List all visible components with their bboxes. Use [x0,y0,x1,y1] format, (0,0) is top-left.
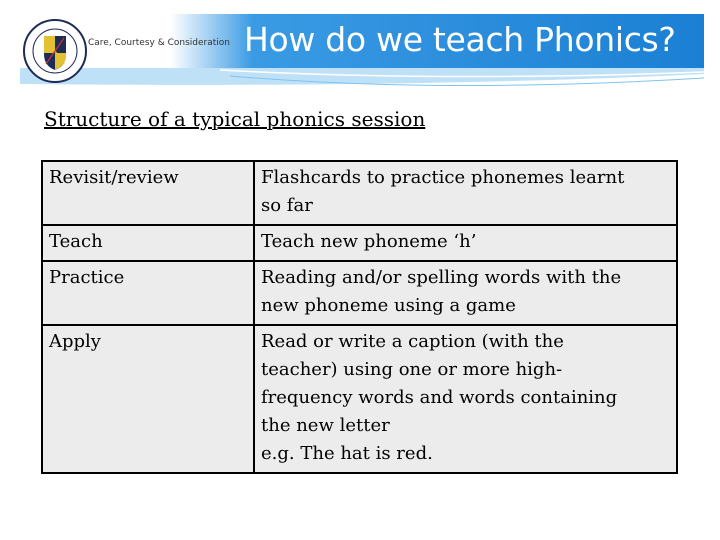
description-line: Flashcards to practice phonemes learnt [261,167,625,188]
description-line: Reading and/or spelling words with the [261,267,622,288]
description-line: frequency words and words containing [261,387,618,408]
description-line: e.g. The hat is red. [261,443,433,464]
description-cell [254,161,677,225]
description-line: so far [261,195,313,216]
section-subtitle: Structure of a typical phonics session [44,107,426,131]
description-line: new phoneme using a game [261,295,516,316]
table-row [42,325,677,473]
table-row [42,261,677,325]
page-title: How do we teach Phonics? [244,20,676,59]
school-crest-logo [22,18,88,84]
table-row [42,161,677,225]
description-cell [254,325,677,473]
description-cell [254,261,677,325]
description-line: teacher) using one or more high- [261,359,563,380]
description-cell [254,225,677,261]
table-row [42,225,677,261]
step-cell: Revisit/review [42,161,254,225]
description-line: Read or write a caption (with the [261,331,564,352]
description-line: Teach new phoneme ‘h’ [261,231,477,252]
step-cell: Practice [42,261,254,325]
step-cell: Teach [42,225,254,261]
description-line: the new letter [261,415,390,436]
phonics-session-table [41,160,678,474]
step-cell: Apply [42,325,254,473]
school-motto: Care, Courtesy & Consideration [88,38,230,48]
